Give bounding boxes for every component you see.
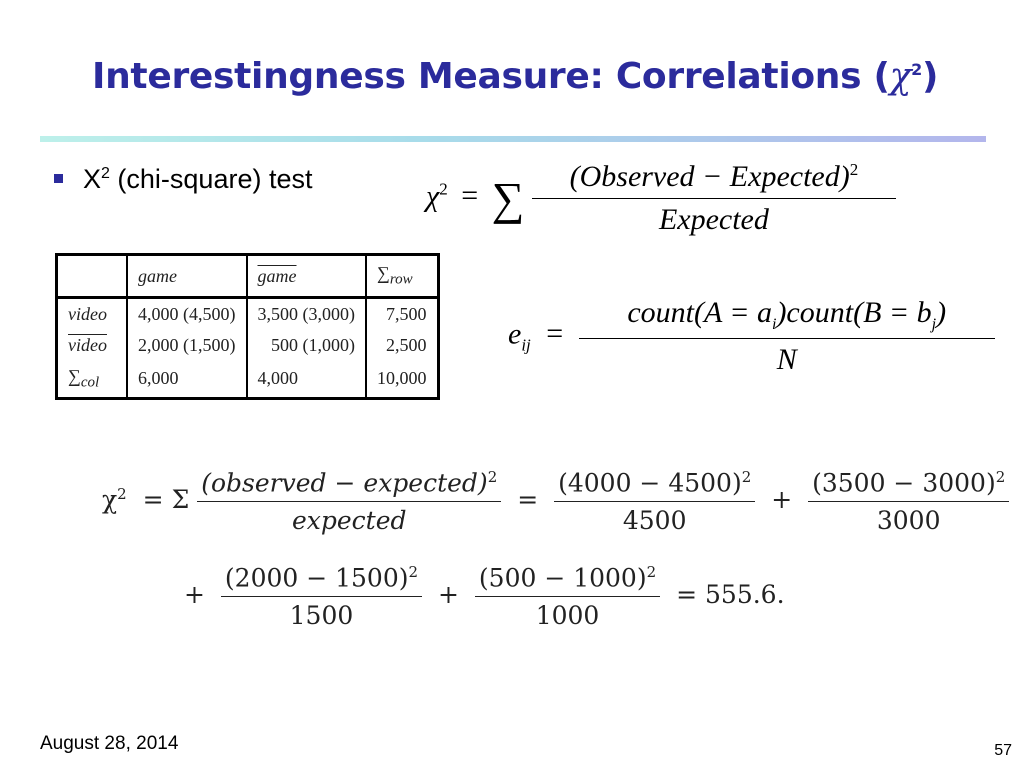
calc-fraction-2: $\frac{(3500 - 3000)^2}{3000}$ xyxy=(808,468,1009,535)
calc-chi-sup: 2 xyxy=(117,484,127,503)
calc-chi: χ xyxy=(102,485,118,515)
calc-plus-1: + xyxy=(771,485,793,515)
calc-result: = 555.6. xyxy=(676,580,785,610)
calc-fraction-4: $\frac{(500 - 1000)^2}{1000}$ xyxy=(475,563,660,630)
title-divider xyxy=(40,136,986,142)
chi-denominator: Expected xyxy=(532,198,896,237)
chi-numerator: (Observed − Expected)$^2$ xyxy=(569,160,859,193)
table-row xyxy=(57,330,439,361)
e-denominator: N xyxy=(579,338,995,377)
cell-video-total: 7,500 xyxy=(366,298,438,331)
calculation-line-1 xyxy=(102,468,1009,535)
cell-not-video-game: 2,000 (1,500) xyxy=(127,330,247,361)
row-label-video: video xyxy=(68,304,107,324)
contingency-table xyxy=(55,253,440,400)
cell-not-video-total: 2,500 xyxy=(366,330,438,361)
header-not-game: game xyxy=(247,255,367,298)
header-row-total: $\sum_{row}$ xyxy=(366,255,438,298)
e-equals: = xyxy=(546,317,564,351)
calculation-line-2 xyxy=(176,563,785,630)
slide-title xyxy=(92,56,938,97)
title-close: ) xyxy=(922,56,939,97)
chi-lhs: χ xyxy=(426,179,440,213)
chi-fraction xyxy=(532,160,896,237)
e-fraction xyxy=(579,296,995,377)
chi-square-formula xyxy=(426,160,896,237)
footer-date: August 28, 2014 xyxy=(40,733,179,754)
summation-symbol: ∑ xyxy=(491,173,525,224)
expected-count-formula xyxy=(508,296,995,377)
bullet-text: (chi-square) test xyxy=(109,164,313,194)
e-lhs-sub: ij xyxy=(521,335,531,355)
title-superscript: 2 xyxy=(911,60,923,79)
cell-not-video-not-game: 500 (1,000) xyxy=(247,330,367,361)
calc-equals: = xyxy=(142,485,164,515)
calc-equals-2: = xyxy=(517,485,539,515)
calc-plus-2: + xyxy=(184,580,205,610)
cell-col-total-not-game: 4,000 xyxy=(247,361,367,398)
bullet-item xyxy=(54,164,313,195)
bullet-prefix: Χ xyxy=(83,164,102,194)
e-lhs: e xyxy=(508,317,522,351)
row-label-col-total: $\sum_{col}$ xyxy=(68,366,100,391)
cell-col-total-game: 6,000 xyxy=(127,361,247,398)
title-chi-symbol: χ xyxy=(889,56,912,97)
cell-grand-total: 10,000 xyxy=(366,361,438,398)
cell-video-game: 4,000 (4,500) xyxy=(127,298,247,331)
table-row xyxy=(57,361,439,398)
calc-general-fraction: $\frac{(observed - expected)^2}{\text{expected}}$ xyxy=(197,468,501,535)
row-label-not-video: video xyxy=(68,335,107,355)
chi-equals: = xyxy=(461,179,479,213)
calc-fraction-3: $\frac{(2000 - 1500)^2}{1500}$ xyxy=(221,563,422,630)
title-text: Interestingness Measure: Correlations ( xyxy=(92,56,890,97)
chi-lhs-sup: 2 xyxy=(439,179,448,199)
cell-video-not-game: 3,500 (3,000) xyxy=(247,298,367,331)
calc-fraction-1: $\frac{(4000 - 4500)^2}{4500}$ xyxy=(554,468,755,535)
table-corner-cell xyxy=(57,255,128,298)
calc-plus-3: + xyxy=(438,580,459,610)
table-row xyxy=(57,298,439,331)
bullet-square-icon xyxy=(54,174,63,183)
header-game: game xyxy=(127,255,247,298)
calc-sigma: Σ xyxy=(171,485,190,515)
page-number: 57 xyxy=(994,742,1012,759)
bullet-superscript: 2 xyxy=(101,165,110,182)
e-numerator: count(A = $a_i)count(B = b_j)$ xyxy=(627,296,947,333)
table-header-row xyxy=(57,255,439,298)
